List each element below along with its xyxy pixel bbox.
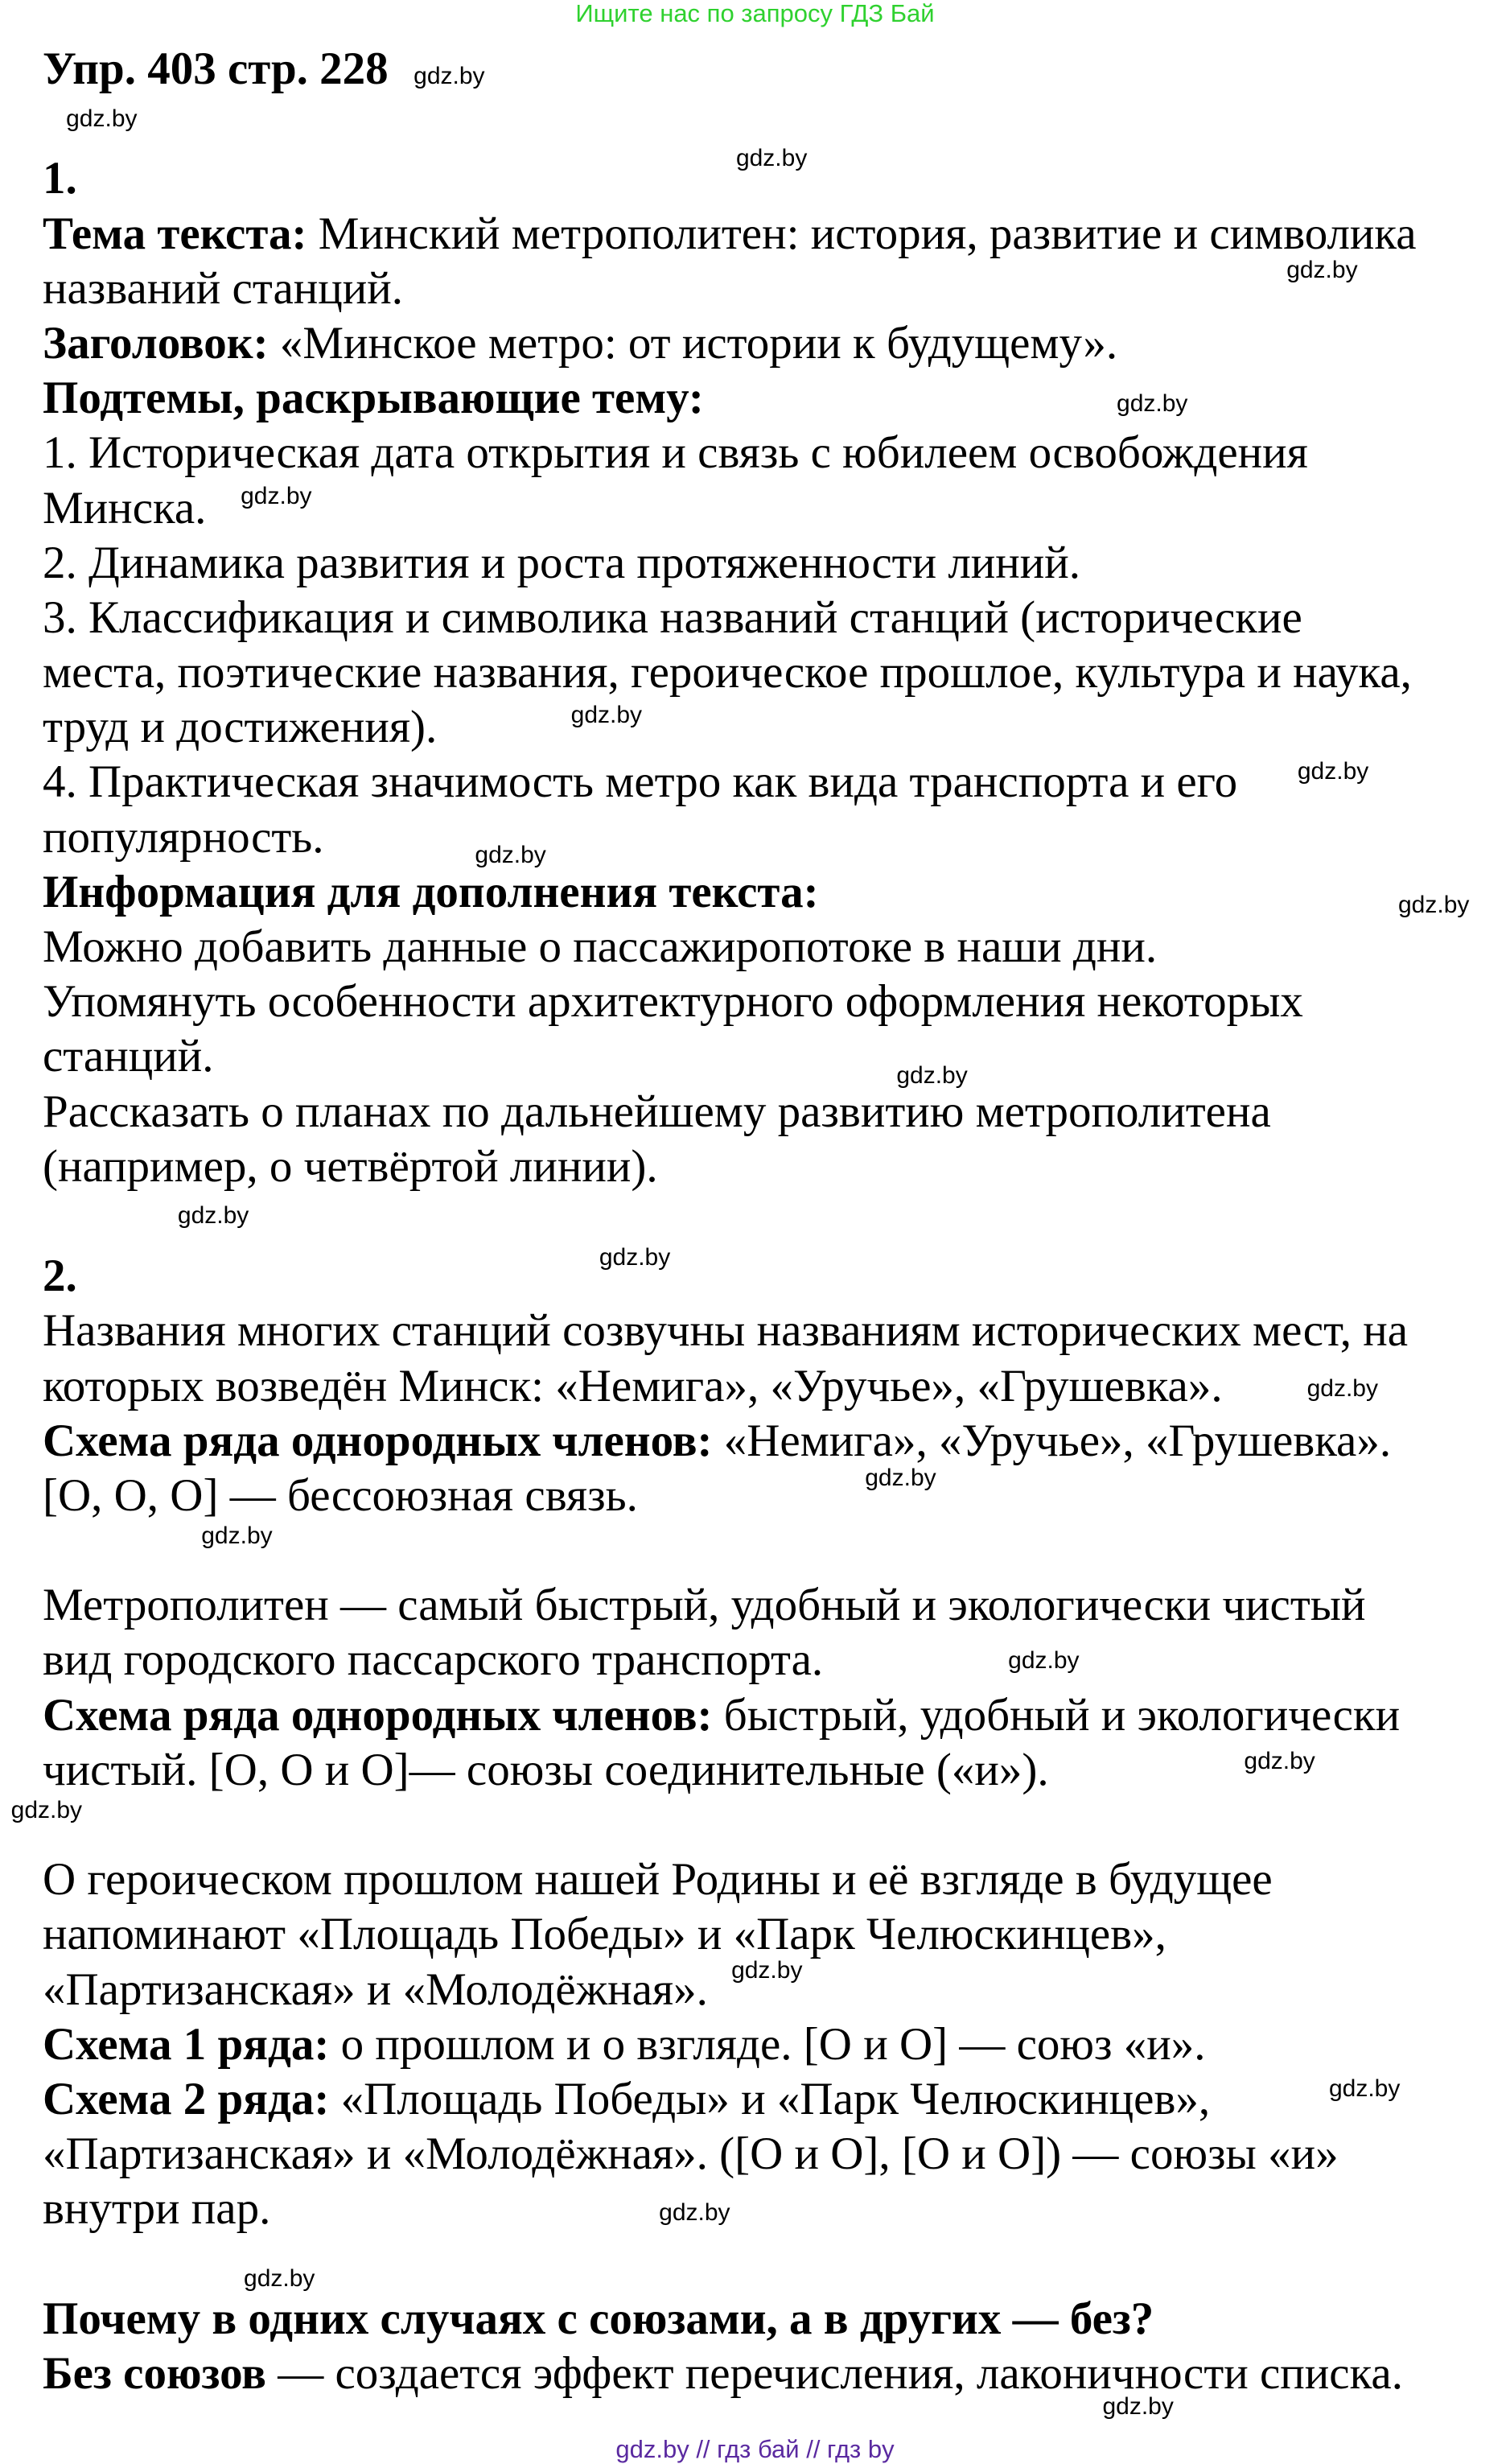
text-line [43,1469,1417,1523]
text-line [43,2127,1417,2182]
text-line [43,1359,1417,1414]
bold-label: Без союзов [43,2347,266,2399]
text-line [43,207,1417,262]
body-text: (например, о четвёртой линии). [43,1140,658,1192]
watermark: gdz.by [177,1201,249,1229]
text-line [43,2292,1417,2347]
text-line [43,1139,1417,1194]
body-text: чистый. [О, О и О]— союзы соединительные («и»). [43,1744,1049,1795]
bold-label: 1. [43,153,77,204]
watermark: gdz.by [244,2265,315,2293]
body-text: «Площадь Победы» и «Парк Челюскинцев», [329,2073,1211,2124]
watermark: gdz.by [1008,1646,1080,1674]
body-text: труд и достижения). [43,702,438,753]
watermark: gdz.by [896,1061,968,1089]
body-text: о прошлом и о взгляде. [О и О] — союз «и». [329,2018,1206,2070]
watermark: gdz.by [10,1796,83,1823]
watermark: gdz.by [1297,758,1369,785]
text-line [43,151,1417,206]
text-line [43,810,1417,865]
body-text: популярность. [43,811,324,863]
watermark: gdz.by [241,483,312,510]
bold-label: Схема ряда однородных членов: [43,1415,713,1466]
text-line [43,1414,1417,1469]
text-line [43,2347,1417,2401]
text-line [43,1249,1417,1304]
watermark: gdz.by [570,701,643,728]
text-line [43,1798,1417,1852]
body-text: названий станций. [43,262,404,314]
text-line [43,1029,1417,1084]
body-text: 4. Практическая значимость метро как вида транспорта и его [43,756,1238,808]
watermark: gdz.by [201,1522,273,1550]
watermark: gdz.by [66,105,138,132]
text-line [43,865,1417,920]
body-text: напоминают «Площадь Победы» и «Парк Челюскинцев», [43,1909,1166,1960]
body-text: Упомянуть особенности архитектурного оформления некоторых [43,976,1303,1028]
text-line [43,1633,1417,1687]
text-line [43,1688,1417,1743]
body-text: 1. Историческая дата открытия и связь с юбилеем освобождения [43,427,1308,479]
bold-label: 2. [43,1251,77,1302]
bold-label: Информация для дополнения текста: [43,866,819,917]
text-line [43,1304,1417,1358]
text-line [43,1852,1417,1907]
watermark: gdz.by [1102,2392,1174,2420]
body-text: быстрый, удобный и экологически [712,1689,1401,1741]
watermark: gdz.by [731,1957,803,1984]
text-line [43,1085,1417,1139]
body-text: Минский метрополитен: история, развитие и символика [307,208,1417,259]
watermark: gdz.by [1244,1748,1315,1774]
body-text: «Немига», «Уручье», «Грушевка». [712,1415,1392,1466]
text-line [43,755,1417,810]
text-line [43,262,1417,316]
text-line [43,2017,1417,2072]
body-text: О героическом прошлом нашей Родины и её взгляде в будущее [43,1854,1273,1906]
text-line [43,371,1417,426]
text-line [43,1743,1417,1798]
bottom-banner-link[interactable]: gdz.by // гдз бай // гдз by [615,2435,895,2463]
body-text: «Партизанская» и «Молодёжная». [43,1963,708,2015]
body-text: Рассказать о планах по дальнейшему развитию метрополитена [43,1086,1271,1137]
body-text: 2. Динамика развития и роста протяженности линий. [43,537,1081,588]
watermark: gdz.by [414,63,485,90]
body-text: «Минское метро: от истории к будущему». [268,317,1118,369]
bold-label: Тема текста: [43,208,307,259]
text-line [43,97,1417,151]
bold-label: Подтемы, раскрывающие тему: [43,373,704,424]
text-line [43,974,1417,1029]
body-text: станций. [43,1031,214,1082]
text-line [43,536,1417,591]
body-text: Названия многих станций созвучны названиям исторических мест, на [43,1305,1409,1357]
body-text: Минска. [43,482,207,534]
text-line [43,1907,1417,1962]
bold-label: Схема 1 ряда: [43,2018,330,2070]
watermark: gdz.by [1328,2075,1401,2102]
body-text: вид городского пассарского транспорта. [43,1634,824,1686]
body-text: — создается эффект перечисления, лаконичности списка. [265,2347,1403,2399]
body-text: Метрополитен — самый быстрый, удобный и экологически чистый [43,1580,1366,1631]
bold-label: Схема 2 ряда: [43,2073,330,2124]
watermark: gdz.by [475,841,546,868]
watermark: gdz.by [1286,256,1358,283]
text-line [43,2072,1417,2127]
text-line [43,316,1417,371]
watermark: gdz.by [1117,389,1188,417]
text-line [43,920,1417,974]
text-line [43,591,1417,645]
body-text: места, поэтические названия, героическое прошлое, культура и наука, [43,647,1412,698]
body-text: [О, О, О] — бессоюзная связь. [43,1469,638,1521]
text-line [43,700,1417,755]
body-text: «Партизанская» и «Молодёжная». ([О и О], [О и О]) — союзы «и» [43,2128,1339,2180]
bold-label: Заголовок: [43,317,269,369]
body-text: которых возведён Минск: «Немига», «Уручье», «Грушевка». [43,1360,1223,1411]
text-line [43,42,1417,97]
top-banner-link[interactable]: Ищите нас по запросу ГДЗ Бай [575,0,935,27]
bold-label: Упр. 403 стр. 228 [43,43,389,94]
watermark: gdz.by [1306,1374,1378,1402]
text-line [43,645,1417,700]
text-line [43,1578,1417,1633]
watermark: gdz.by [599,1244,671,1271]
watermark: gdz.by [735,144,808,171]
text-line [43,426,1417,480]
body-text: 3. Классификация и символика названий станций (исторические [43,591,1302,643]
text-line [43,1963,1417,2017]
watermark: gdz.by [659,2199,730,2227]
body-text: Можно добавить данные о пассажиропотоке в наши дни. [43,921,1158,972]
watermark: gdz.by [865,1465,936,1492]
watermark: gdz.by [1397,892,1470,919]
bold-label: Почему в одних случаях с союзами, а в других — без? [43,2293,1154,2344]
body-text: внутри пар. [43,2183,271,2235]
bold-label: Схема ряда однородных членов: [43,1689,713,1741]
